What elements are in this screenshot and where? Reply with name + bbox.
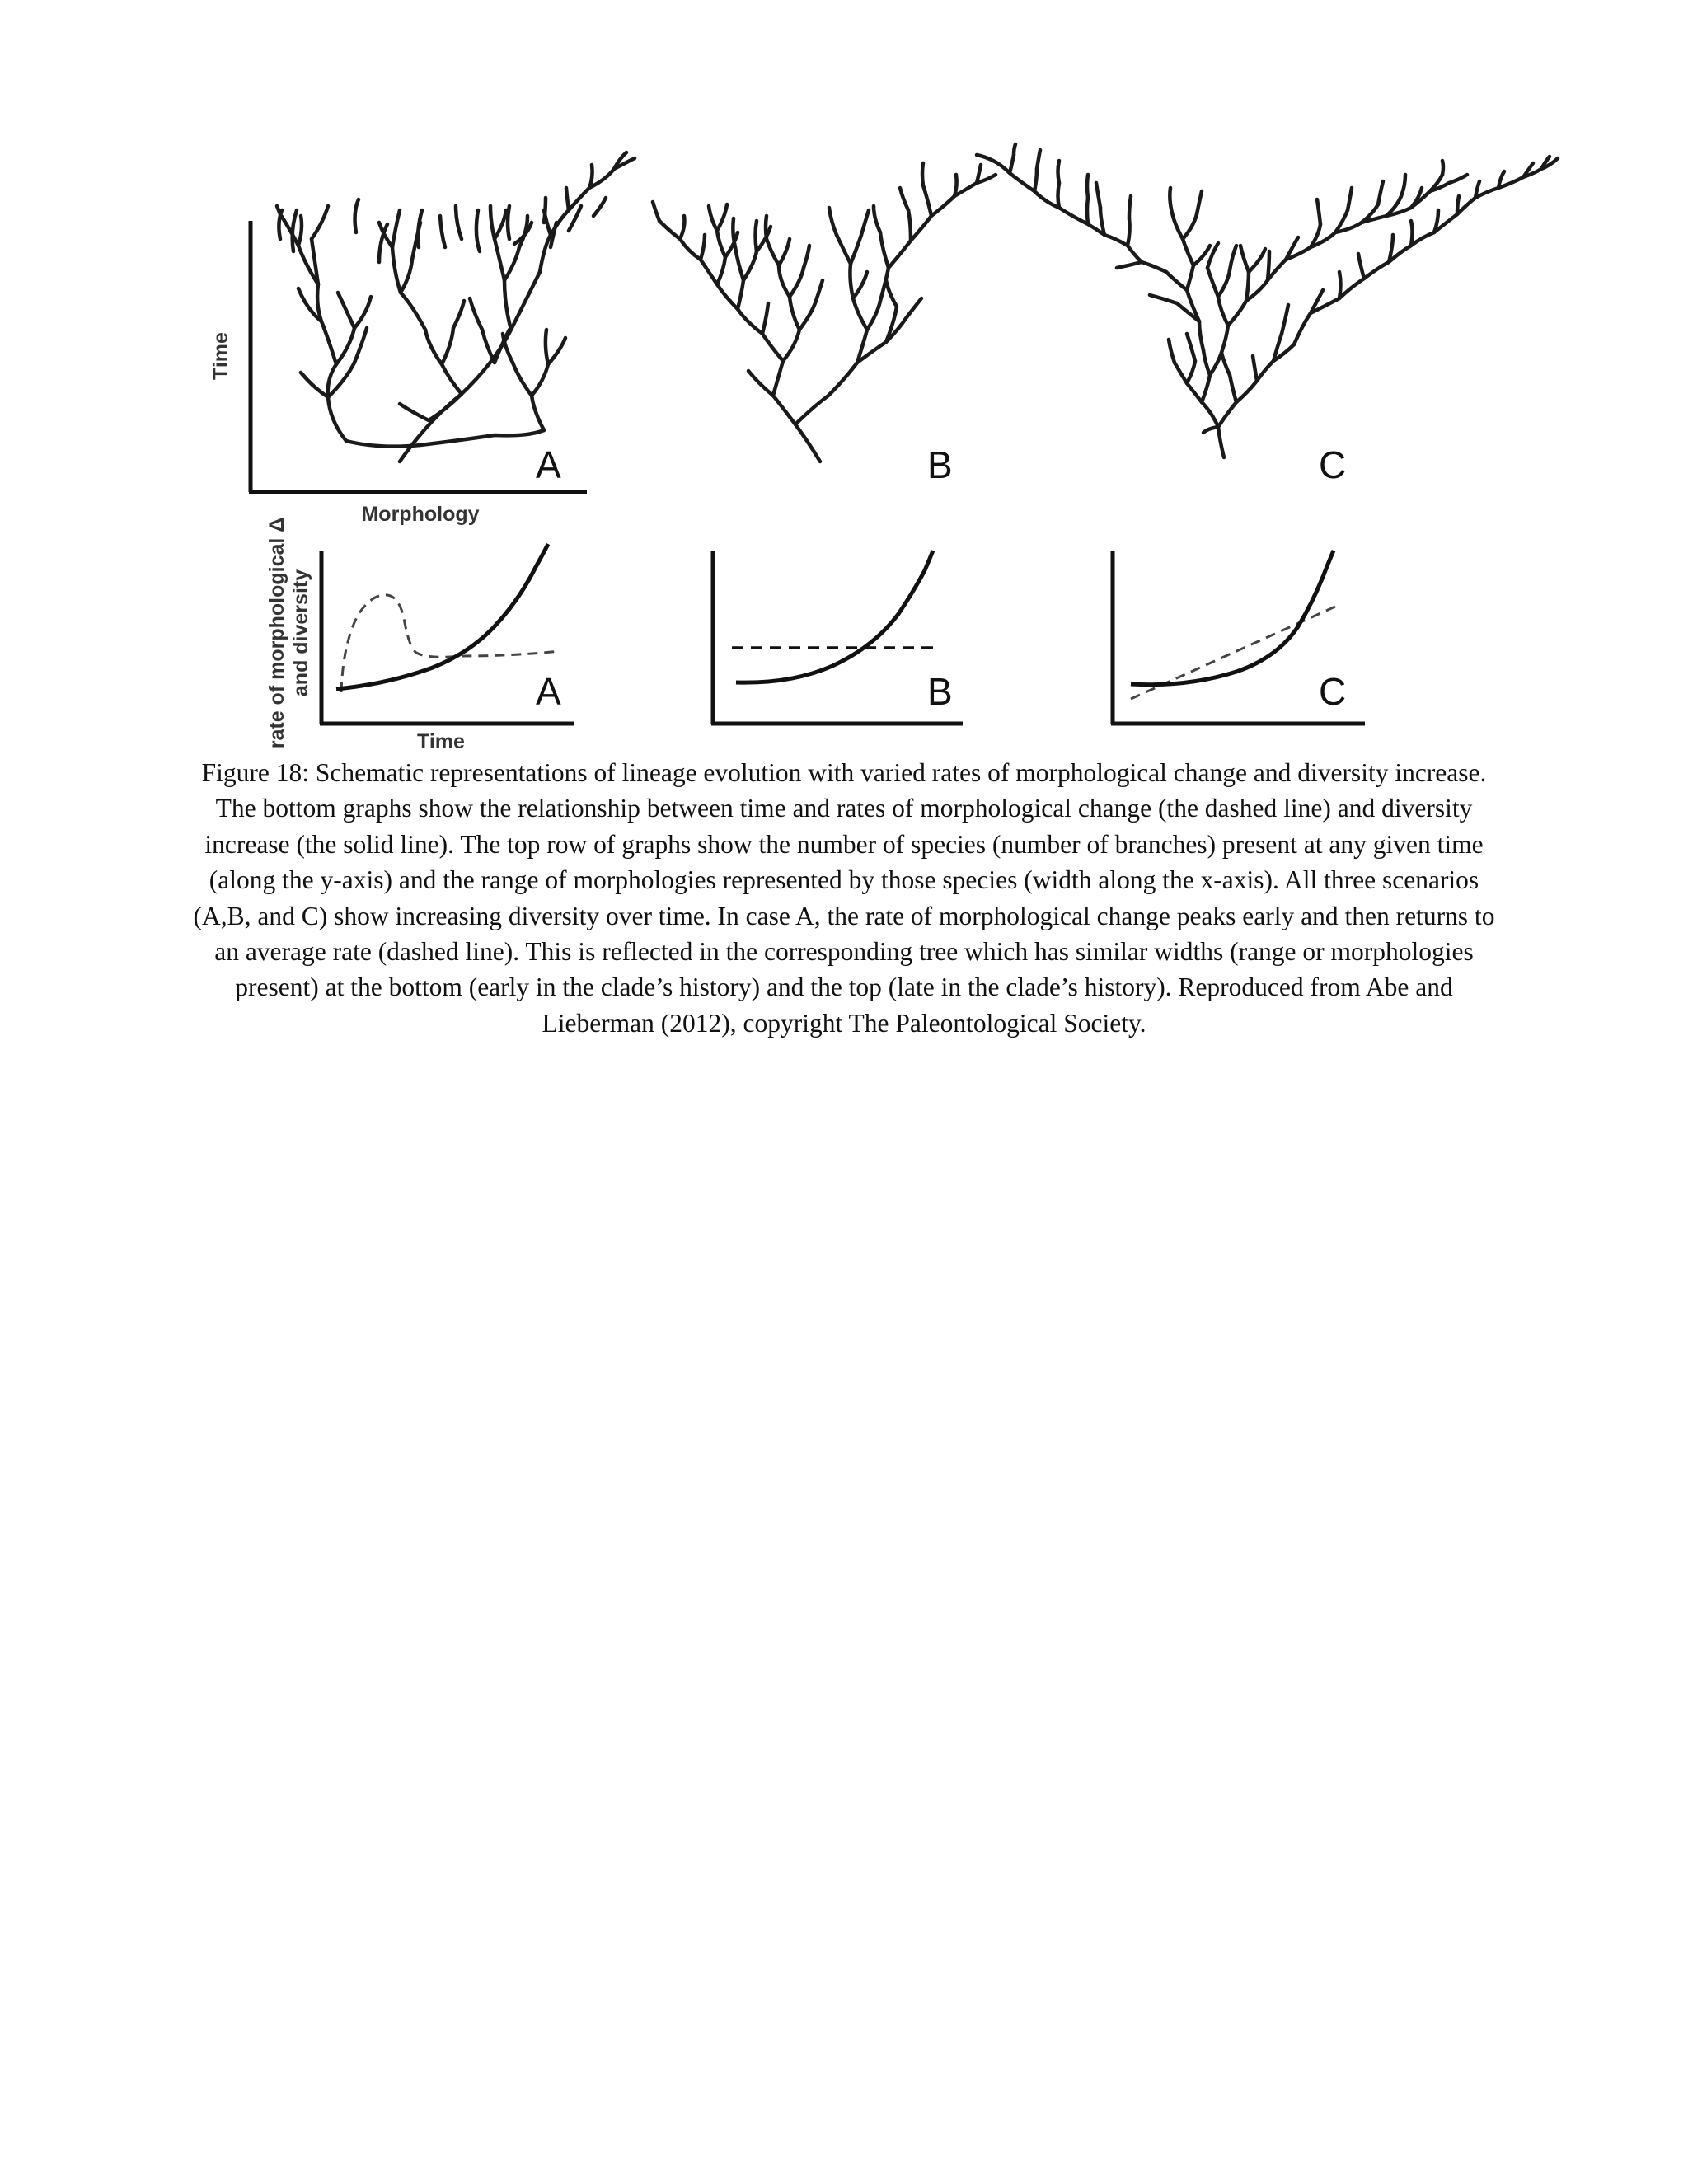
bottom-y-axis-label-line2: and diversity	[289, 569, 312, 697]
rate-graph-c	[1111, 551, 1365, 724]
bottom-y-axis-label-line1: rate of morphological Δ	[265, 517, 288, 749]
top-y-axis-label: Time	[209, 332, 232, 380]
figure	[0, 0, 1688, 758]
top-panel-label-c: C	[1319, 443, 1347, 486]
bottom-x-axis-label: Time	[417, 730, 465, 753]
phylogeny-tree-a	[277, 152, 635, 462]
top-panel-label-b: B	[927, 443, 953, 486]
rate-graph-b-axes	[711, 551, 963, 724]
bottom-panel-label-c: C	[1319, 670, 1347, 713]
rate-graph-a-solid-curve	[336, 544, 548, 689]
rate-graph-b	[711, 551, 963, 724]
figure-caption: Figure 18: Schematic representations of lineage evolution with varied rates of morphological change and diversity increase. The bottom graphs show the relationship between time and rates of morphological change (the dashed line) and diversity increase (the solid line). The top row of graphs show the number of species (number of branches) present at any given time (along the y-axis) and the range of morphologies represented by those species (width along the x-axis). All three scenarios (A,B, and C) show increasing diversity over time. In case A, the rate of morphological change peaks early and then returns to an average rate (dashed line). This is reflected in the corresponding tree which has similar widths (range or morphologies present) at the bottom (early in the clade’s history) and the top (late in the clade’s history). Reproduced from Abe and Lieberman (2012), copyright The Paleontological Society.	[193, 758, 1495, 1038]
figure-graphic	[0, 0, 1688, 758]
bottom-panel-label-b: B	[927, 670, 953, 713]
top-x-axis-label: Morphology	[361, 503, 480, 526]
bottom-panel-label-a: A	[536, 670, 561, 713]
phylogeny-tree-b	[653, 163, 996, 462]
rate-graph-b-solid-curve	[736, 551, 933, 682]
phylogeny-tree-c	[977, 144, 1558, 457]
rate-graph-c-solid-curve	[1131, 551, 1334, 685]
rate-graph-a	[320, 544, 574, 724]
top-panel-label-a: A	[536, 443, 561, 486]
rate-graph-a-dashed-curve	[341, 595, 560, 692]
